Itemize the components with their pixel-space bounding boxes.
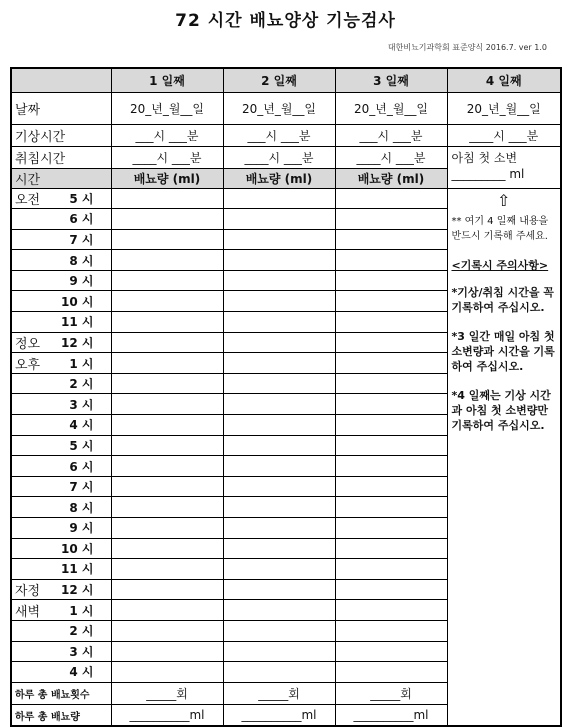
volume-cell-day-3[interactable] [335, 332, 447, 353]
volume-cell-day-1[interactable] [111, 476, 223, 497]
volume-cell-day-3[interactable] [335, 497, 447, 518]
morning-first-urine-cell[interactable] [447, 146, 561, 188]
hour-label-cell [11, 538, 111, 559]
volume-cell-day-3[interactable] [335, 641, 447, 662]
volume-cell-day-1[interactable] [111, 394, 223, 415]
volume-cell-day-1[interactable] [111, 559, 223, 580]
wake-day-1[interactable]: ___시 ___분 [111, 124, 223, 146]
ampm-label: 오전 [15, 192, 41, 208]
volume-cell-day-1[interactable] [111, 435, 223, 456]
volume-cell-day-3[interactable] [335, 312, 447, 333]
hour-label-cell [11, 518, 111, 539]
header-day-2: 2 일째 [223, 68, 335, 92]
volume-cell-day-3[interactable] [335, 291, 447, 312]
morning-first-urine-label: 아침 첫 소변 [451, 150, 518, 165]
hour-label: 11 시 [61, 562, 94, 577]
volume-cell-day-2[interactable] [223, 270, 335, 291]
volume-cell-day-2[interactable] [223, 538, 335, 559]
hour-label: 4 시 [69, 665, 94, 680]
hour-label: 9 시 [69, 521, 94, 536]
total-volume-day-1[interactable]: __________ml [111, 704, 223, 726]
volume-cell-day-1[interactable] [111, 497, 223, 518]
volume-cell-day-2[interactable] [223, 456, 335, 477]
hour-label: 8 시 [69, 500, 94, 515]
hour-label-cell [11, 250, 111, 271]
date-day-1[interactable]: 20_년_월__일 [111, 92, 223, 124]
wake-label: 기상시간 [11, 124, 111, 146]
volume-cell-day-2[interactable] [223, 229, 335, 250]
hour-label: 6 시 [69, 459, 94, 474]
volume-cell-day-1[interactable] [111, 415, 223, 436]
hour-label: 7 시 [69, 232, 94, 247]
hour-label-cell [11, 312, 111, 333]
volume-cell-day-3[interactable] [335, 518, 447, 539]
volume-cell-day-3[interactable] [335, 559, 447, 580]
total-volume-day-2[interactable]: __________ml [223, 704, 335, 726]
volume-cell-day-1[interactable] [111, 209, 223, 230]
volume-cell-day-3[interactable] [335, 229, 447, 250]
volume-cell-day-1[interactable] [111, 312, 223, 333]
volume-cell-day-2[interactable] [223, 250, 335, 271]
volume-cell-day-3[interactable] [335, 600, 447, 621]
ampm-label: 정오 [15, 336, 41, 352]
hour-label-cell [11, 579, 111, 600]
hour-label-cell [11, 291, 111, 312]
volume-cell-day-2[interactable] [223, 579, 335, 600]
volume-label-day-2: 배뇨량 (ml) [223, 168, 335, 188]
hour-label-cell [11, 476, 111, 497]
hour-label-cell [11, 641, 111, 662]
voiding-diary-table [10, 67, 562, 727]
sleep-day-3[interactable]: ____시 ___분 [335, 146, 447, 168]
hour-label-cell [11, 332, 111, 353]
volume-cell-day-1[interactable] [111, 332, 223, 353]
morning-first-urine-value[interactable]: _________ ml [451, 166, 525, 181]
volume-cell-day-3[interactable] [335, 250, 447, 271]
volume-cell-day-2[interactable] [223, 641, 335, 662]
notes-heading: <기록시 주의사항> [451, 258, 549, 272]
header-day-4: 4 일째 [447, 68, 561, 92]
date-day-4[interactable]: 20_년_월__일 [447, 92, 561, 124]
volume-cell-day-3[interactable] [335, 209, 447, 230]
note-3: *4 일째는 기상 시간과 아침 첫 소변량만 기록하여 주십시오. [451, 388, 551, 432]
up-arrow-icon: ⇧ [497, 190, 511, 210]
volume-cell-day-1[interactable] [111, 373, 223, 394]
volume-cell-day-3[interactable] [335, 476, 447, 497]
wake-day-4[interactable]: ____시 ___분 [447, 124, 561, 146]
volume-cell-day-3[interactable] [335, 373, 447, 394]
volume-cell-day-2[interactable] [223, 312, 335, 333]
hour-label: 1 시 [69, 603, 94, 618]
hour-label-cell [11, 435, 111, 456]
volume-cell-day-2[interactable] [223, 435, 335, 456]
volume-cell-day-2[interactable] [223, 662, 335, 683]
hour-row [11, 188, 561, 209]
hour-label-cell [11, 415, 111, 436]
sleep-day-1[interactable]: ____시 ___분 [111, 146, 223, 168]
hour-label: 4 시 [69, 418, 94, 433]
volume-cell-day-1[interactable] [111, 641, 223, 662]
volume-cell-day-3[interactable] [335, 620, 447, 641]
hour-label: 3 시 [69, 397, 94, 412]
volume-cell-day-3[interactable] [335, 415, 447, 436]
volume-cell-day-1[interactable] [111, 270, 223, 291]
volume-cell-day-2[interactable] [223, 394, 335, 415]
header-day-1: 1 일째 [111, 68, 223, 92]
volume-cell-day-2[interactable] [223, 497, 335, 518]
hour-label: 6 시 [69, 212, 94, 227]
hour-label-cell [11, 209, 111, 230]
hour-label-cell [11, 188, 111, 209]
total-volume-day-3[interactable]: __________ml [335, 704, 447, 726]
volume-label-day-3: 배뇨량 (ml) [335, 168, 447, 188]
volume-cell-day-1[interactable] [111, 620, 223, 641]
header-blank [11, 68, 111, 92]
hour-label-cell [11, 229, 111, 250]
ampm-label: 자정 [15, 584, 41, 600]
hour-label: 5 시 [69, 438, 94, 453]
time-label: 시간 [11, 168, 111, 188]
hour-label-cell [11, 270, 111, 291]
hour-label-cell [11, 600, 111, 621]
wake-row [11, 124, 561, 146]
volume-cell-day-3[interactable] [335, 188, 447, 209]
volume-cell-day-1[interactable] [111, 538, 223, 559]
day4-reminder: ** 여기 4 일째 내용을 반드시 기록해 주세요. [451, 215, 549, 242]
hour-label-cell [11, 373, 111, 394]
wake-day-3[interactable]: ___시 ___분 [335, 124, 447, 146]
sleep-label: 취침시간 [11, 146, 111, 168]
instructions-panel [447, 188, 561, 726]
hour-label: 2 시 [69, 624, 94, 639]
hour-label: 10 시 [61, 541, 94, 556]
date-label: 날짜 [11, 92, 111, 124]
volume-cell-day-2[interactable] [223, 559, 335, 580]
date-day-2[interactable]: 20_년_월__일 [223, 92, 335, 124]
volume-cell-day-1[interactable] [111, 456, 223, 477]
hour-label: 2 시 [69, 377, 94, 392]
hour-label: 9 시 [69, 274, 94, 289]
hour-label: 12 시 [61, 335, 94, 350]
volume-cell-day-2[interactable] [223, 600, 335, 621]
volume-cell-day-2[interactable] [223, 518, 335, 539]
header-day-3: 3 일째 [335, 68, 447, 92]
volume-cell-day-1[interactable] [111, 188, 223, 209]
hour-label: 8 시 [69, 253, 94, 268]
hour-label-cell [11, 456, 111, 477]
volume-cell-day-2[interactable] [223, 188, 335, 209]
sleep-day-2[interactable]: ____시 ___분 [223, 146, 335, 168]
hour-label: 12 시 [61, 583, 94, 598]
volume-cell-day-2[interactable] [223, 476, 335, 497]
volume-cell-day-2[interactable] [223, 291, 335, 312]
volume-cell-day-1[interactable] [111, 291, 223, 312]
volume-cell-day-2[interactable] [223, 373, 335, 394]
volume-cell-day-1[interactable] [111, 353, 223, 374]
volume-cell-day-1[interactable] [111, 600, 223, 621]
volume-cell-day-3[interactable] [335, 435, 447, 456]
volume-cell-day-1[interactable] [111, 579, 223, 600]
hour-label: 10 시 [61, 294, 94, 309]
volume-cell-day-2[interactable] [223, 415, 335, 436]
hour-label-cell [11, 497, 111, 518]
hour-label: 1 시 [69, 356, 94, 371]
volume-cell-day-1[interactable] [111, 250, 223, 271]
page-title: 72 시간 배뇨양상 기능검사 [175, 11, 396, 31]
volume-cell-day-2[interactable] [223, 209, 335, 230]
note-1: *기상/취침 시간을 꼭 기록하여 주십시오. [451, 285, 554, 314]
total-count-day-3[interactable]: _____회 [335, 682, 447, 704]
volume-cell-day-3[interactable] [335, 394, 447, 415]
volume-cell-day-3[interactable] [335, 538, 447, 559]
volume-cell-day-2[interactable] [223, 332, 335, 353]
hour-label: 7 시 [69, 480, 94, 495]
volume-cell-day-3[interactable] [335, 270, 447, 291]
ampm-label: 새벽 [15, 604, 41, 620]
header-row [11, 68, 561, 92]
hour-label-cell [11, 394, 111, 415]
volume-cell-day-1[interactable] [111, 229, 223, 250]
total-count-day-2[interactable]: _____회 [223, 682, 335, 704]
volume-cell-day-3[interactable] [335, 353, 447, 374]
volume-cell-day-3[interactable] [335, 579, 447, 600]
hour-label-cell [11, 353, 111, 374]
hour-label: 3 시 [69, 644, 94, 659]
volume-cell-day-1[interactable] [111, 518, 223, 539]
form-version: 대한비뇨기과학회 표준양식 2016.7. ver 1.0 [387, 43, 547, 52]
volume-label-day-1: 배뇨량 (ml) [111, 168, 223, 188]
total-count-day-1[interactable]: _____회 [111, 682, 223, 704]
volume-cell-day-2[interactable] [223, 353, 335, 374]
wake-day-2[interactable]: ___시 ___분 [223, 124, 335, 146]
total-count-label: 하루 총 배뇨횟수 [11, 682, 111, 704]
note-2: *3 일간 매일 아침 첫 소변량과 시간을 기록하여 주십시오. [451, 329, 555, 373]
hour-label-cell [11, 662, 111, 683]
hour-label: 5 시 [69, 191, 94, 206]
hour-label-cell [11, 620, 111, 641]
volume-cell-day-1[interactable] [111, 662, 223, 683]
total-volume-label: 하루 총 배뇨량 [11, 704, 111, 726]
ampm-label: 오후 [15, 357, 41, 373]
sleep-row [11, 146, 561, 168]
volume-cell-day-2[interactable] [223, 620, 335, 641]
date-day-3[interactable]: 20_년_월__일 [335, 92, 447, 124]
volume-cell-day-3[interactable] [335, 456, 447, 477]
date-row [11, 92, 561, 124]
hour-label-cell [11, 559, 111, 580]
hour-label: 11 시 [61, 315, 94, 330]
volume-cell-day-3[interactable] [335, 662, 447, 683]
